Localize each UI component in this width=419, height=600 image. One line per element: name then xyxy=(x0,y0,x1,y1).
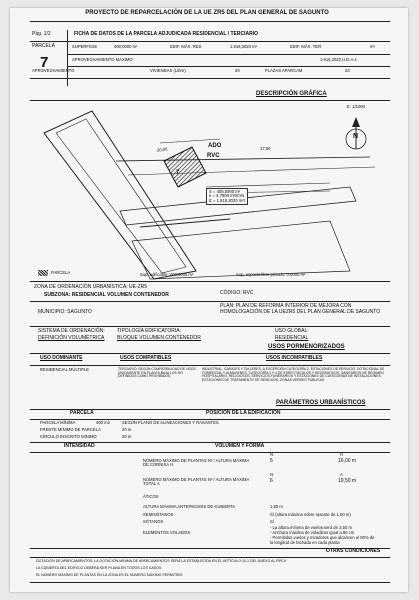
parcel-row-3 xyxy=(32,69,390,73)
street-name-rvc: RVC xyxy=(207,153,220,159)
page-number: Pág. 1/2 xyxy=(32,31,51,37)
sheet-subtitle: FICHA DE DATOS DE LA PARCELA ADJUDICADA RESIDENCIAL / TERCIARIO xyxy=(74,31,258,37)
edif-ter-unit: m² xyxy=(370,44,375,49)
otras-text-1: DOTACIÓN DE APARCAMIENTOS: LA DOTACIÓN MÍNIMA DE APARCAMIENTOS SERÁ LA ESTABLECIDA EN EL ARTÍCULO 10.1 DEL ANEXO AL RPCV xyxy=(36,559,287,563)
parcela-minima-label: PARCELA MÍNIMA xyxy=(40,420,76,425)
plantas1-n: 5 xyxy=(270,458,273,464)
municipio-label: MUNICIPIO: SAGUNTO xyxy=(38,309,92,315)
parcela-minima-value: 400 m2 xyxy=(96,420,110,425)
sotanos-value: Sí xyxy=(270,519,274,524)
uso-global-label: USO GLOBAL: xyxy=(275,328,309,334)
usos-title: USOS PORMENORIZADOS xyxy=(268,344,345,350)
subzona-label: SUBZONA: RESIDENCIAL VOLUMEN CONTENEDOR xyxy=(44,292,169,298)
parcel-7-shape xyxy=(164,147,206,187)
parcela-section-label: PARCELA xyxy=(70,410,94,416)
info-surface: S = 400,0000 m² xyxy=(209,189,241,194)
frente-value: 20 m xyxy=(122,427,132,432)
parcela-minima-row xyxy=(40,421,219,425)
north-indicator: N xyxy=(353,133,359,140)
semisotanos-label: SEMISÓTANOS xyxy=(143,512,174,517)
tipologia-label: TIPOLOGÍA EDIFICATORIA: xyxy=(117,328,181,334)
volados-line-2: - Anchura máxima de voladizos igual a 80 cm xyxy=(270,530,355,535)
superficie-label: SUPERFICIE xyxy=(72,44,98,49)
tipologia-value: BLOQUE VOLUMEN CONTENEDOR xyxy=(117,335,201,341)
frente-row xyxy=(40,428,131,432)
sistema-value: DEFINICIÓN VOLUMÉTRICA xyxy=(38,335,105,341)
edif-res-label: EDIF. MÁX. RES xyxy=(170,44,202,49)
volados-line-4: la longitud de fachada en cada planta xyxy=(270,540,340,545)
circulo-value: 20 m xyxy=(122,434,132,439)
parcel-map-number: 7 xyxy=(176,170,180,176)
legend-label: PARCELA xyxy=(51,270,71,275)
usos-incompatibles-value: INDUSTRIAL, GARAJES Y TALLERES, A EXCEPCIÓN CATEGORÍA 2. ESTACIONES DE SERVICIO, DOTACIONAL DE COMERCIAL Y ALMACENES, CATEGORÍA 3 Y 4 DE ESPECTÁCULOS Y RECREATIVOS. SANITARIOS DE RÉGIMEN HOSPITALARIO, RELIGIOSOS, SERVICIOS FUNERARIOS Y ESTACIONES DE CATEGORÍAS DE INSTALACIONES. ESTACIONES DE TRATAMIENTO DE RESIDUOS, ZONAS VERDES PÚBLICAS xyxy=(202,367,385,382)
aprov-medio-row-label: APROVECHAMIENTO xyxy=(32,68,75,73)
plazas-label: PLAZAS APARCAM xyxy=(265,68,303,73)
otras-text-3: EL NÚMERO MÁXIMO DE PLANTAS EN LA ZONA ES EL NÚMERO MÁXIMO PERMITIDO xyxy=(36,573,183,577)
antepechos-value: 1,80 m xyxy=(270,504,283,509)
usos-incompatibles-label: USOS INCOMPATIBLES xyxy=(266,355,323,361)
plantas2-n-head: N xyxy=(270,472,274,477)
edif-res-value: 1.916,3020 m² xyxy=(230,44,258,49)
volumen-label: VOLUMEN Y FORMA xyxy=(215,443,265,449)
plantas2-n: 6 xyxy=(270,478,273,484)
info-edificability: E = 1.916,3020 m²t xyxy=(209,197,245,203)
parcel-label: PARCELA xyxy=(32,43,55,49)
plantas1-h: 16,00 m xyxy=(338,458,357,464)
volados-label: ELEMENTOS VOLADOS xyxy=(143,530,191,535)
aticos-label: ÁTICOS xyxy=(143,494,159,499)
aprov-maximo-value: 1.916,3020 U.D.A.s xyxy=(320,57,357,62)
circulo-row xyxy=(40,435,131,439)
info-coefficient: e = 4,7908 m²t/m²s xyxy=(209,193,245,199)
plantas1-n-head: N xyxy=(270,452,274,457)
parcel-number: 7 xyxy=(40,54,49,71)
graphic-section-title: DESCRIPCIÓN GRÁFICA xyxy=(256,91,327,97)
dimension-1: 20,00 xyxy=(156,146,168,153)
parcel-row-2 xyxy=(72,58,390,62)
plazas-value: 23 xyxy=(345,68,350,73)
plantas1-label: NÚMERO MÁXIMO DE PLANTAS Nº / ALTURA MÁXIMA DE CORNISA H xyxy=(143,458,250,468)
street-name-ado: ADO xyxy=(208,143,222,149)
usos-compatibles-value: TERCIARIO: SEGÚN COMPATIBILIDAD DE USOS. ÚNICAMENTE EN PLANTA BAJA LOS NO DEFINIDOS COMO PROHIBIDOS xyxy=(118,367,197,379)
parcela-minima-note: SEGÚN PLANO DE ALINEACIONES Y RASANTES xyxy=(122,420,219,425)
document-page xyxy=(10,8,408,592)
aprov-maximo-label: APROVECHAMIENTO MAXIMO xyxy=(72,57,133,62)
sup-espacio-libre: Sup. espacio libre privado: 0,0000 m² xyxy=(236,272,306,277)
sotanos-label: SÓTANOS xyxy=(143,519,164,524)
usos-compatibles-label: USOS COMPATIBLES xyxy=(120,355,172,361)
edif-ter-label: EDIF. MÁX. TER xyxy=(290,44,322,49)
plantas2-label: NÚMERO MÁXIMO DE PLANTAS Nº / ALTURA MÁXIMA TOTAL A xyxy=(143,477,250,487)
parcel-row-1 xyxy=(72,45,390,49)
plantas1-h-head: H xyxy=(340,452,344,457)
superficie-value: 400,0000 m² xyxy=(114,44,138,49)
scale-label: E: 1/1000 xyxy=(347,104,365,109)
document-title: PROYECTO DE REPARCELACIÓN DE LA UE ZR5 DEL PLAN GENERAL DE SAGUNTO xyxy=(85,10,329,16)
codigo-label: CÓDIGO: RVC xyxy=(220,290,254,296)
uso-global-value: RESIDENCIAL xyxy=(275,335,309,341)
semisotanos-value: Sí (altura máxima sobre rasante de 1,00 m) xyxy=(270,512,351,517)
otras-text-2: LA CUBIERTA DEL EDIFICIO DEBERÁ SER PLANA EN TODOS LOS CASOS xyxy=(36,566,162,570)
legend-swatch xyxy=(38,270,48,276)
intensidad-label: INTENSIDAD xyxy=(64,443,95,449)
volados-line-1: - La altura mínima de vuelos será de 3,50 m xyxy=(270,525,352,530)
posicion-section-label: POSICIÓN DE LA EDIFICACIÓN xyxy=(206,410,281,416)
otras-title: OTRAS CONDICIONES xyxy=(326,548,381,554)
sup-edificable: Sup. edificable: 400,0000 m² xyxy=(140,272,194,277)
zona-label: ZONA DE ORDENACIÓN URBANÍSTICA: UE-ZR5 xyxy=(34,284,148,290)
params-title: PARÁMETROS URBANÍSTICOS xyxy=(276,400,366,406)
frente-label: FRENTE MÍNIMO DE PARCELA xyxy=(40,427,101,432)
volados-line-3: - Permitidos vuelos y miradores que alcancen el 80% de xyxy=(270,535,375,540)
viviendas-label: VIVIENDAS (Libre) xyxy=(150,68,186,73)
parcel-info-box xyxy=(206,188,248,205)
viviendas-value: 20 xyxy=(235,68,240,73)
plan-text: PLAN: PLAN DE REFORMA INTERIOR DE MEJORA CON HOMOLOGACIÓN DE LA UEZR5 DEL PLAN GENERAL DE SAGUNTO xyxy=(220,303,381,315)
sistema-label: SISTEMA DE ORDENACIÓN: xyxy=(38,328,105,334)
uso-dominante-label: USO DOMINANTE xyxy=(40,355,83,361)
circulo-label: CÍRCULO INSCRITO MÍNIMO xyxy=(40,434,97,439)
plantas2-h-head: A xyxy=(340,472,343,477)
dimension-2: 17,50 xyxy=(260,146,271,151)
antepechos-label: ALTURA MÁXIMA ANTEPECHOS DE CUBIERTA xyxy=(143,504,236,509)
plantas2-h: 19,50 m xyxy=(338,478,357,484)
uso-dominante-value: RESIDENCIAL MÚLTIPLE xyxy=(40,367,90,372)
